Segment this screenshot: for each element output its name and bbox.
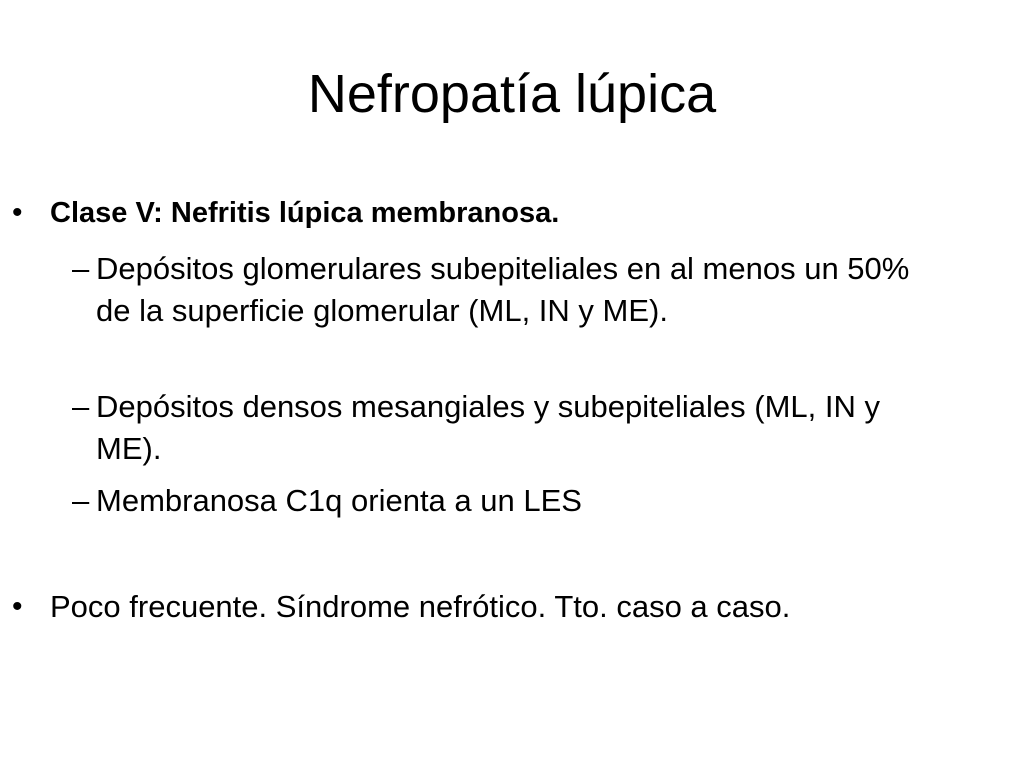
slide-title: Nefropatía lúpica bbox=[307, 64, 717, 124]
sub-text: Membranosa C1q orienta a un LES bbox=[96, 483, 582, 518]
bullet-icon: • bbox=[12, 590, 23, 623]
dash-icon: – bbox=[72, 389, 90, 424]
bullet-text: Clase V: Nefritis lúpica membranosa. bbox=[50, 197, 560, 229]
bullet-text: Poco frecuente. Síndrome nefrótico. Tto. caso a caso. bbox=[50, 589, 791, 624]
sub-text: Depósitos glomerulares subepiteliales en al menos un 50% de la superficie glomerular (ML, IN y ME). bbox=[96, 251, 910, 328]
dash-icon: – bbox=[72, 251, 90, 286]
dash-icon: – bbox=[72, 483, 90, 518]
bullet-icon: • bbox=[12, 196, 23, 229]
sub-text: Depósitos densos mesangiales y subepiteliales (ML, IN y ME). bbox=[96, 389, 880, 466]
slide-content bbox=[0, 192, 1024, 752]
